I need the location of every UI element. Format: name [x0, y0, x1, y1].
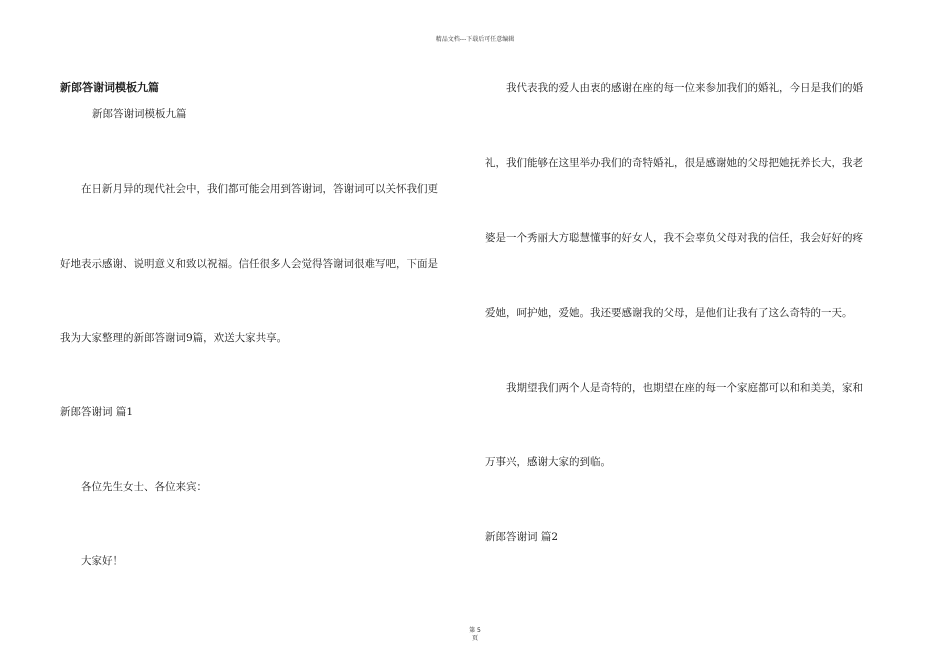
paragraph-line: 好地表示感谢、说明意义和致以祝福。信任很多人会觉得答谢词很难写吧，下面是 [60, 258, 438, 270]
section-heading: 新郎答谢词 篇1 [60, 406, 134, 418]
paragraph-line: 我代表我的爱人由衷的感谢在座的每一位来参加我们的婚礼，今日是我们的婚 [506, 82, 863, 94]
section-heading: 新郎答谢词 篇2 [485, 531, 559, 543]
page-number [0, 627, 950, 643]
paragraph-line: 在日新月异的现代社会中，我们都可能会用到答谢词，答谢词可以关怀我们更 [81, 183, 438, 195]
paragraph-line: 大家好！ [81, 555, 123, 567]
page-number-line: 页 [471, 635, 478, 642]
paragraph-line: 我为大家整理的新郎答谢词9篇，欢送大家共享。 [60, 332, 288, 344]
document-title: 新郎答谢词模板九篇 [60, 81, 159, 94]
paragraph-line: 婆是一个秀丽大方聪慧懂事的好女人，我不会辜负父母对我的信任，我会好好的疼 [485, 232, 863, 244]
paragraph-line: 各位先生女士、各位来宾： [81, 481, 207, 493]
page-number-line: 第 5 [469, 627, 481, 634]
paragraph-line: 我期望我们两个人是奇特的，也期望在座的每一个家庭都可以和和美美，家和 [506, 382, 863, 394]
paragraph-line: 礼，我们能够在这里举办我们的奇特婚礼，很是感谢她的父母把她抚养长大，我老 [485, 157, 863, 169]
document-subtitle: 新郎答谢词模板九篇 [92, 108, 187, 120]
paragraph-line: 爱她，呵护她，爱她。我还要感谢我的父母，是他们让我有了这么奇特的一天。 [485, 307, 853, 319]
page-header-note: 精品文档---下载后可任意编辑 [435, 36, 515, 43]
paragraph-line: 万事兴，感谢大家的到临。 [485, 456, 611, 468]
